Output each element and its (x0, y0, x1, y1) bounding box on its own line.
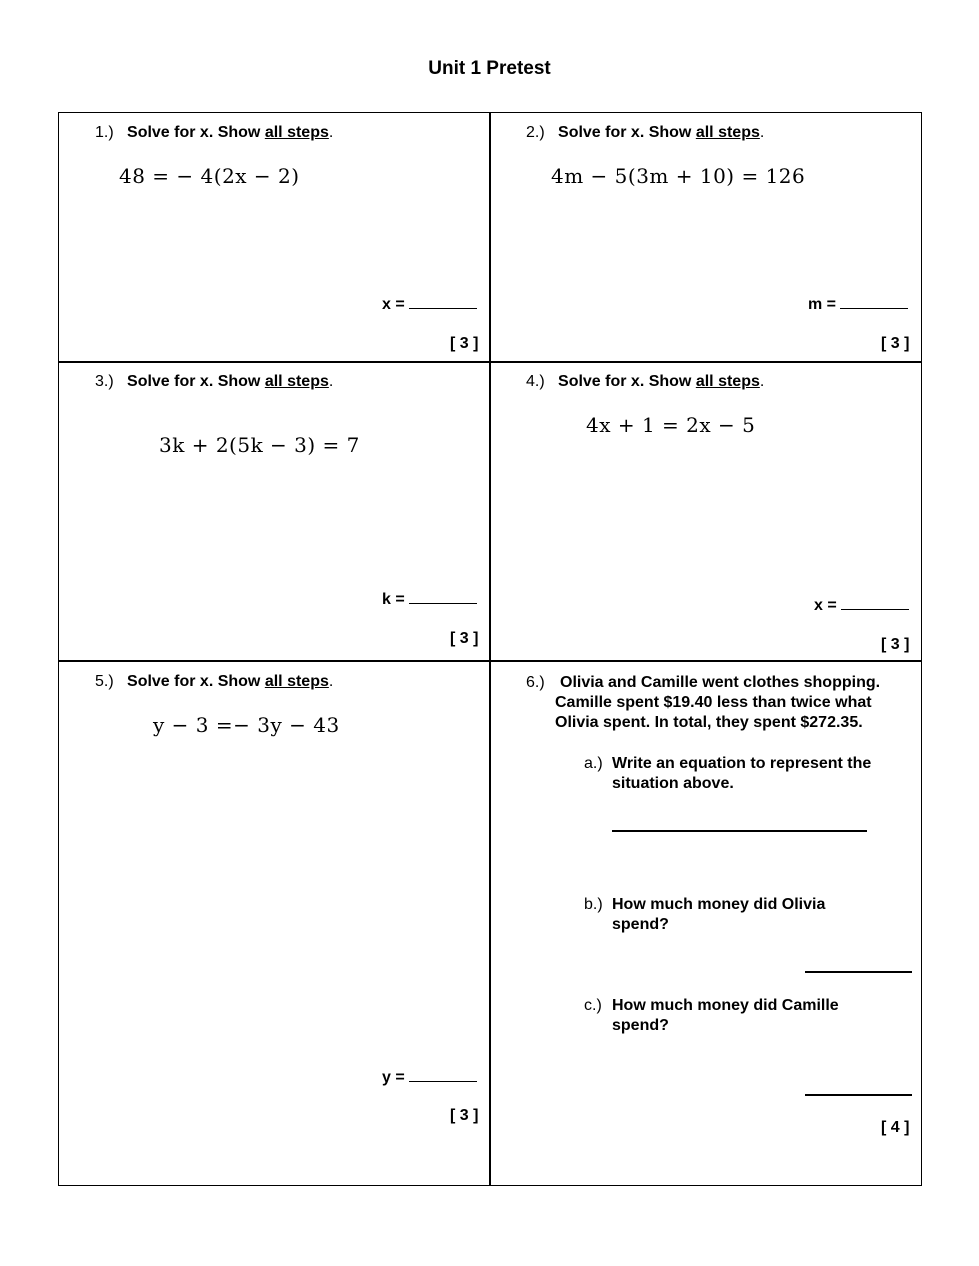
q4-equation: 4x + 1 = 2x − 5 (586, 413, 756, 437)
answer-blank[interactable] (409, 589, 477, 604)
answer-blank[interactable] (409, 294, 477, 309)
q6-text-line3: Olivia spent. In total, they spent $272.35. (555, 714, 863, 731)
grid-divider-row1 (58, 361, 922, 363)
q2-answer-field[interactable]: m = (808, 294, 908, 314)
answer-blank[interactable] (409, 1067, 477, 1082)
q6c-line2: spend? (612, 1017, 669, 1034)
answer-blank[interactable] (841, 595, 909, 610)
q6b-line1: How much money did Olivia (612, 896, 826, 913)
answer-blank[interactable] (840, 294, 908, 309)
q6a-label: a.) (584, 755, 603, 772)
q1-answer-field[interactable]: x = (382, 294, 477, 314)
q6b-answer-line[interactable] (805, 971, 912, 973)
q6a-answer-line[interactable] (612, 830, 867, 832)
q6b-line2: spend? (612, 916, 669, 933)
q3-equation: 3k + 2(5k − 3) = 7 (159, 433, 360, 457)
q6-text-line1: Olivia and Camille went clothes shopping. (560, 674, 881, 691)
q4-points: [ 3 ] (881, 636, 910, 653)
q2-equation: 4m − 5(3m + 10) = 126 (551, 164, 806, 188)
q1-instruction: 1.) Solve for x. Show all steps. (95, 124, 334, 141)
q4-answer-field[interactable]: x = (814, 595, 909, 615)
q1-points: [ 3 ] (450, 335, 479, 352)
q6c-answer-line[interactable] (805, 1094, 912, 1096)
q5-equation: y − 3 =− 3y − 43 (153, 713, 340, 737)
q2-instruction: 2.) Solve for x. Show all steps. (526, 124, 765, 141)
q3-answer-field[interactable]: k = (382, 589, 477, 609)
q3-instruction: 3.) Solve for x. Show all steps. (95, 373, 334, 390)
q6a-line1: Write an equation to represent the (612, 755, 872, 772)
q2-points: [ 3 ] (881, 335, 910, 352)
q4-instruction: 4.) Solve for x. Show all steps. (526, 373, 765, 390)
page-title: Unit 1 Pretest (428, 58, 551, 79)
q6-points: [ 4 ] (881, 1119, 910, 1136)
grid-divider-row2 (58, 660, 922, 662)
q5-points: [ 3 ] (450, 1107, 479, 1124)
q6c-label: c.) (584, 997, 602, 1014)
q6b-label: b.) (584, 896, 603, 913)
q5-answer-field[interactable]: y = (382, 1067, 477, 1087)
q6-number: 6.) (526, 674, 545, 691)
q6a-line2: situation above. (612, 775, 734, 792)
q3-points: [ 3 ] (450, 630, 479, 647)
grid-divider-vertical (489, 112, 491, 1186)
q6-text-line2: Camille spent $19.40 less than twice what (555, 694, 872, 711)
q5-instruction: 5.) Solve for x. Show all steps. (95, 673, 334, 690)
q6c-line1: How much money did Camille (612, 997, 839, 1014)
q1-equation: 48 = − 4(2x − 2) (119, 164, 300, 188)
